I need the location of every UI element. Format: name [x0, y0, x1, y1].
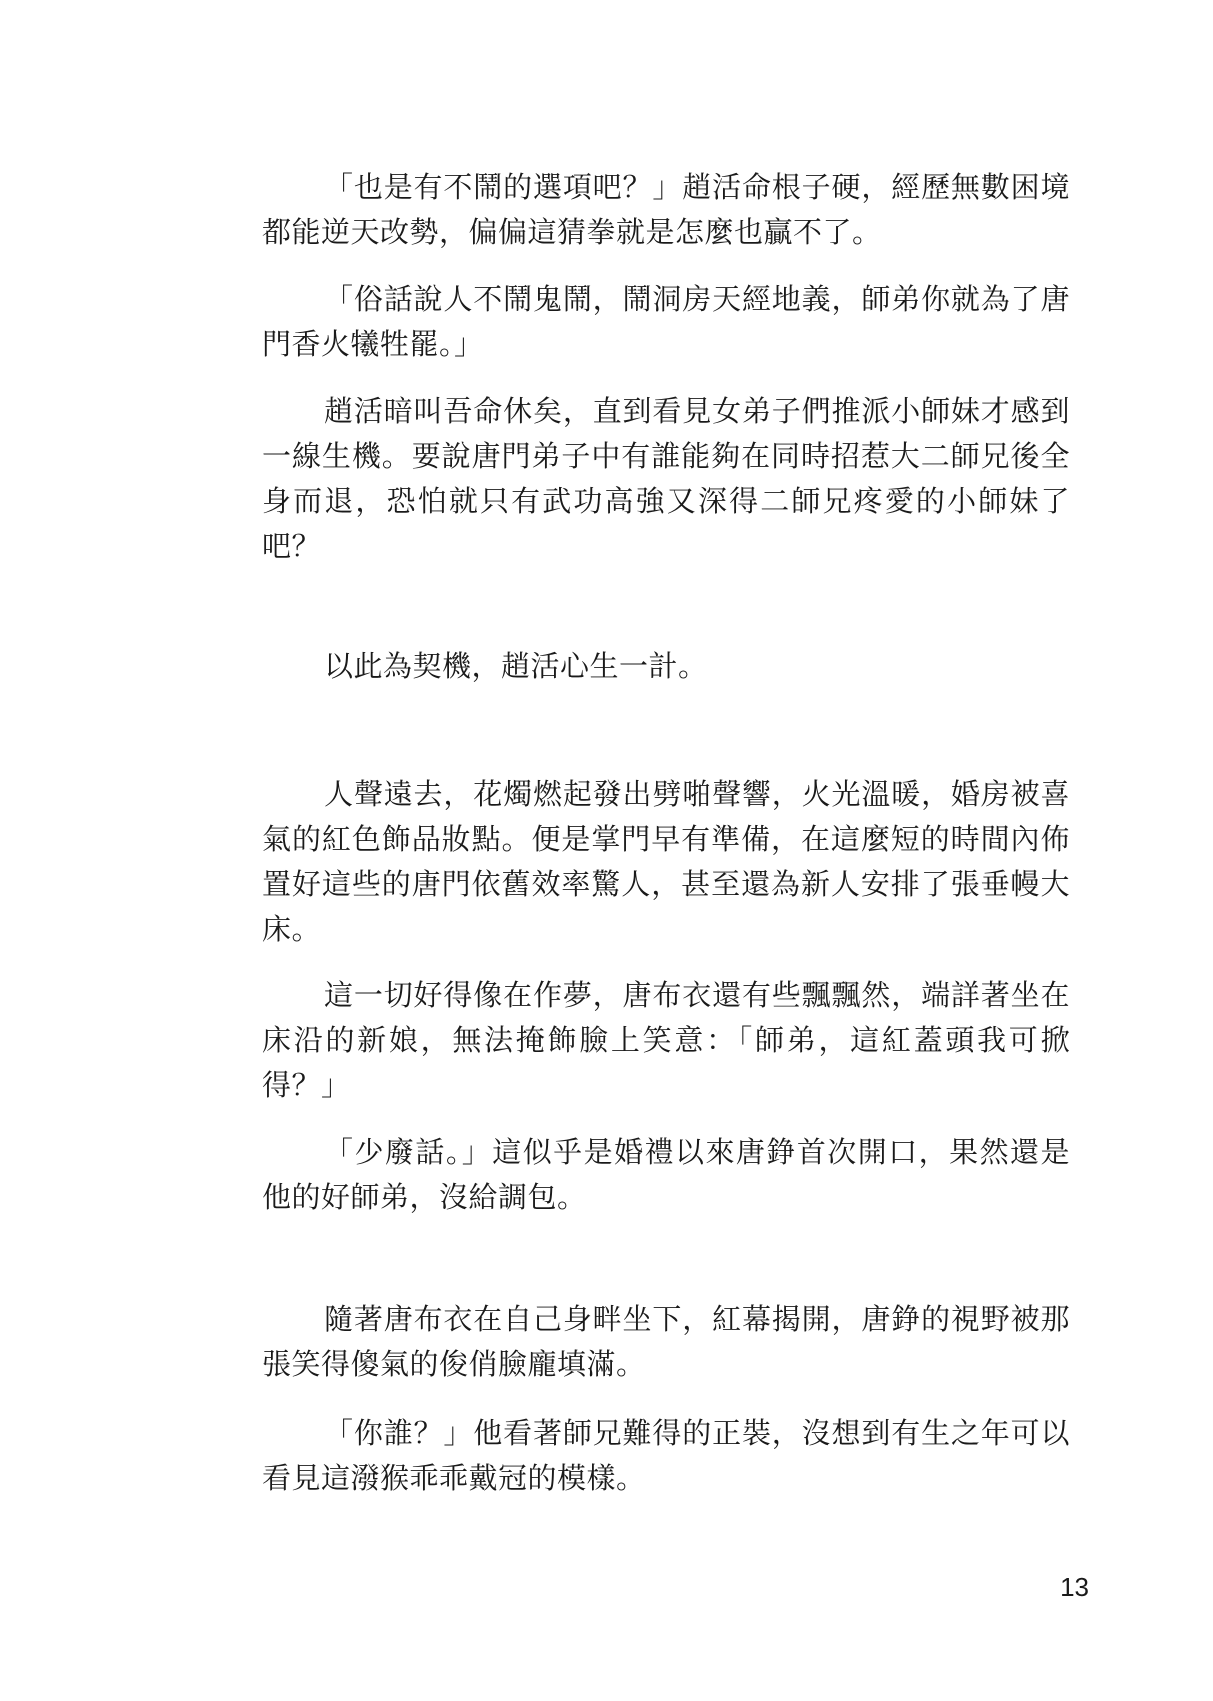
paragraph-5: 人聲遠去，花燭燃起發出劈啪聲響，火光溫暖，婚房被喜氣的紅色飾品妝點。便是掌門早有準備，在這麼短的時間內佈置好這些的唐門依舊效率驚人，甚至還為新人安排了張垂幔大床。	[262, 777, 1070, 946]
paragraph-9: 「你誰？」他看著師兄難得的正裝，沒想到有生之年可以看見這潑猴乖乖戴冠的模樣。	[262, 1416, 1070, 1495]
paragraph-8: 隨著唐布衣在自己身畔坐下，紅幕揭開，唐錚的視野被那張笑得傻氣的俊俏臉龐填滿。	[262, 1302, 1070, 1381]
page-number: 13	[1060, 1572, 1089, 1602]
paragraph-2: 「俗話說人不鬧鬼鬧，鬧洞房天經地義，師弟你就為了唐門香火犧牲罷。」	[262, 282, 1070, 361]
paragraph-7: 「少廢話。」這似乎是婚禮以來唐錚首次開口，果然還是他的好師弟，沒給調包。	[262, 1135, 1070, 1214]
paragraph-4: 以此為契機，趙活心生一計。	[324, 649, 708, 683]
paragraph-3: 趙活暗叫吾命休矣，直到看見女弟子們推派小師妹才感到一線生機。要說唐門弟子中有誰能夠在同時招惹大二師兄後全身而退，恐怕就只有武功高強又深得二師兄疼愛的小師妹了吧？	[262, 394, 1070, 563]
paragraph-6: 這一切好得像在作夢，唐布衣還有些飄飄然，端詳著坐在床沿的新娘，無法掩飾臉上笑意：「師弟，這紅蓋頭我可掀得？」	[262, 978, 1070, 1102]
paragraph-1: 「也是有不鬧的選項吧？」趙活命根子硬，經歷無數困境都能逆天改勢，偏偏這猜拳就是怎麼也贏不了。	[262, 170, 1070, 249]
